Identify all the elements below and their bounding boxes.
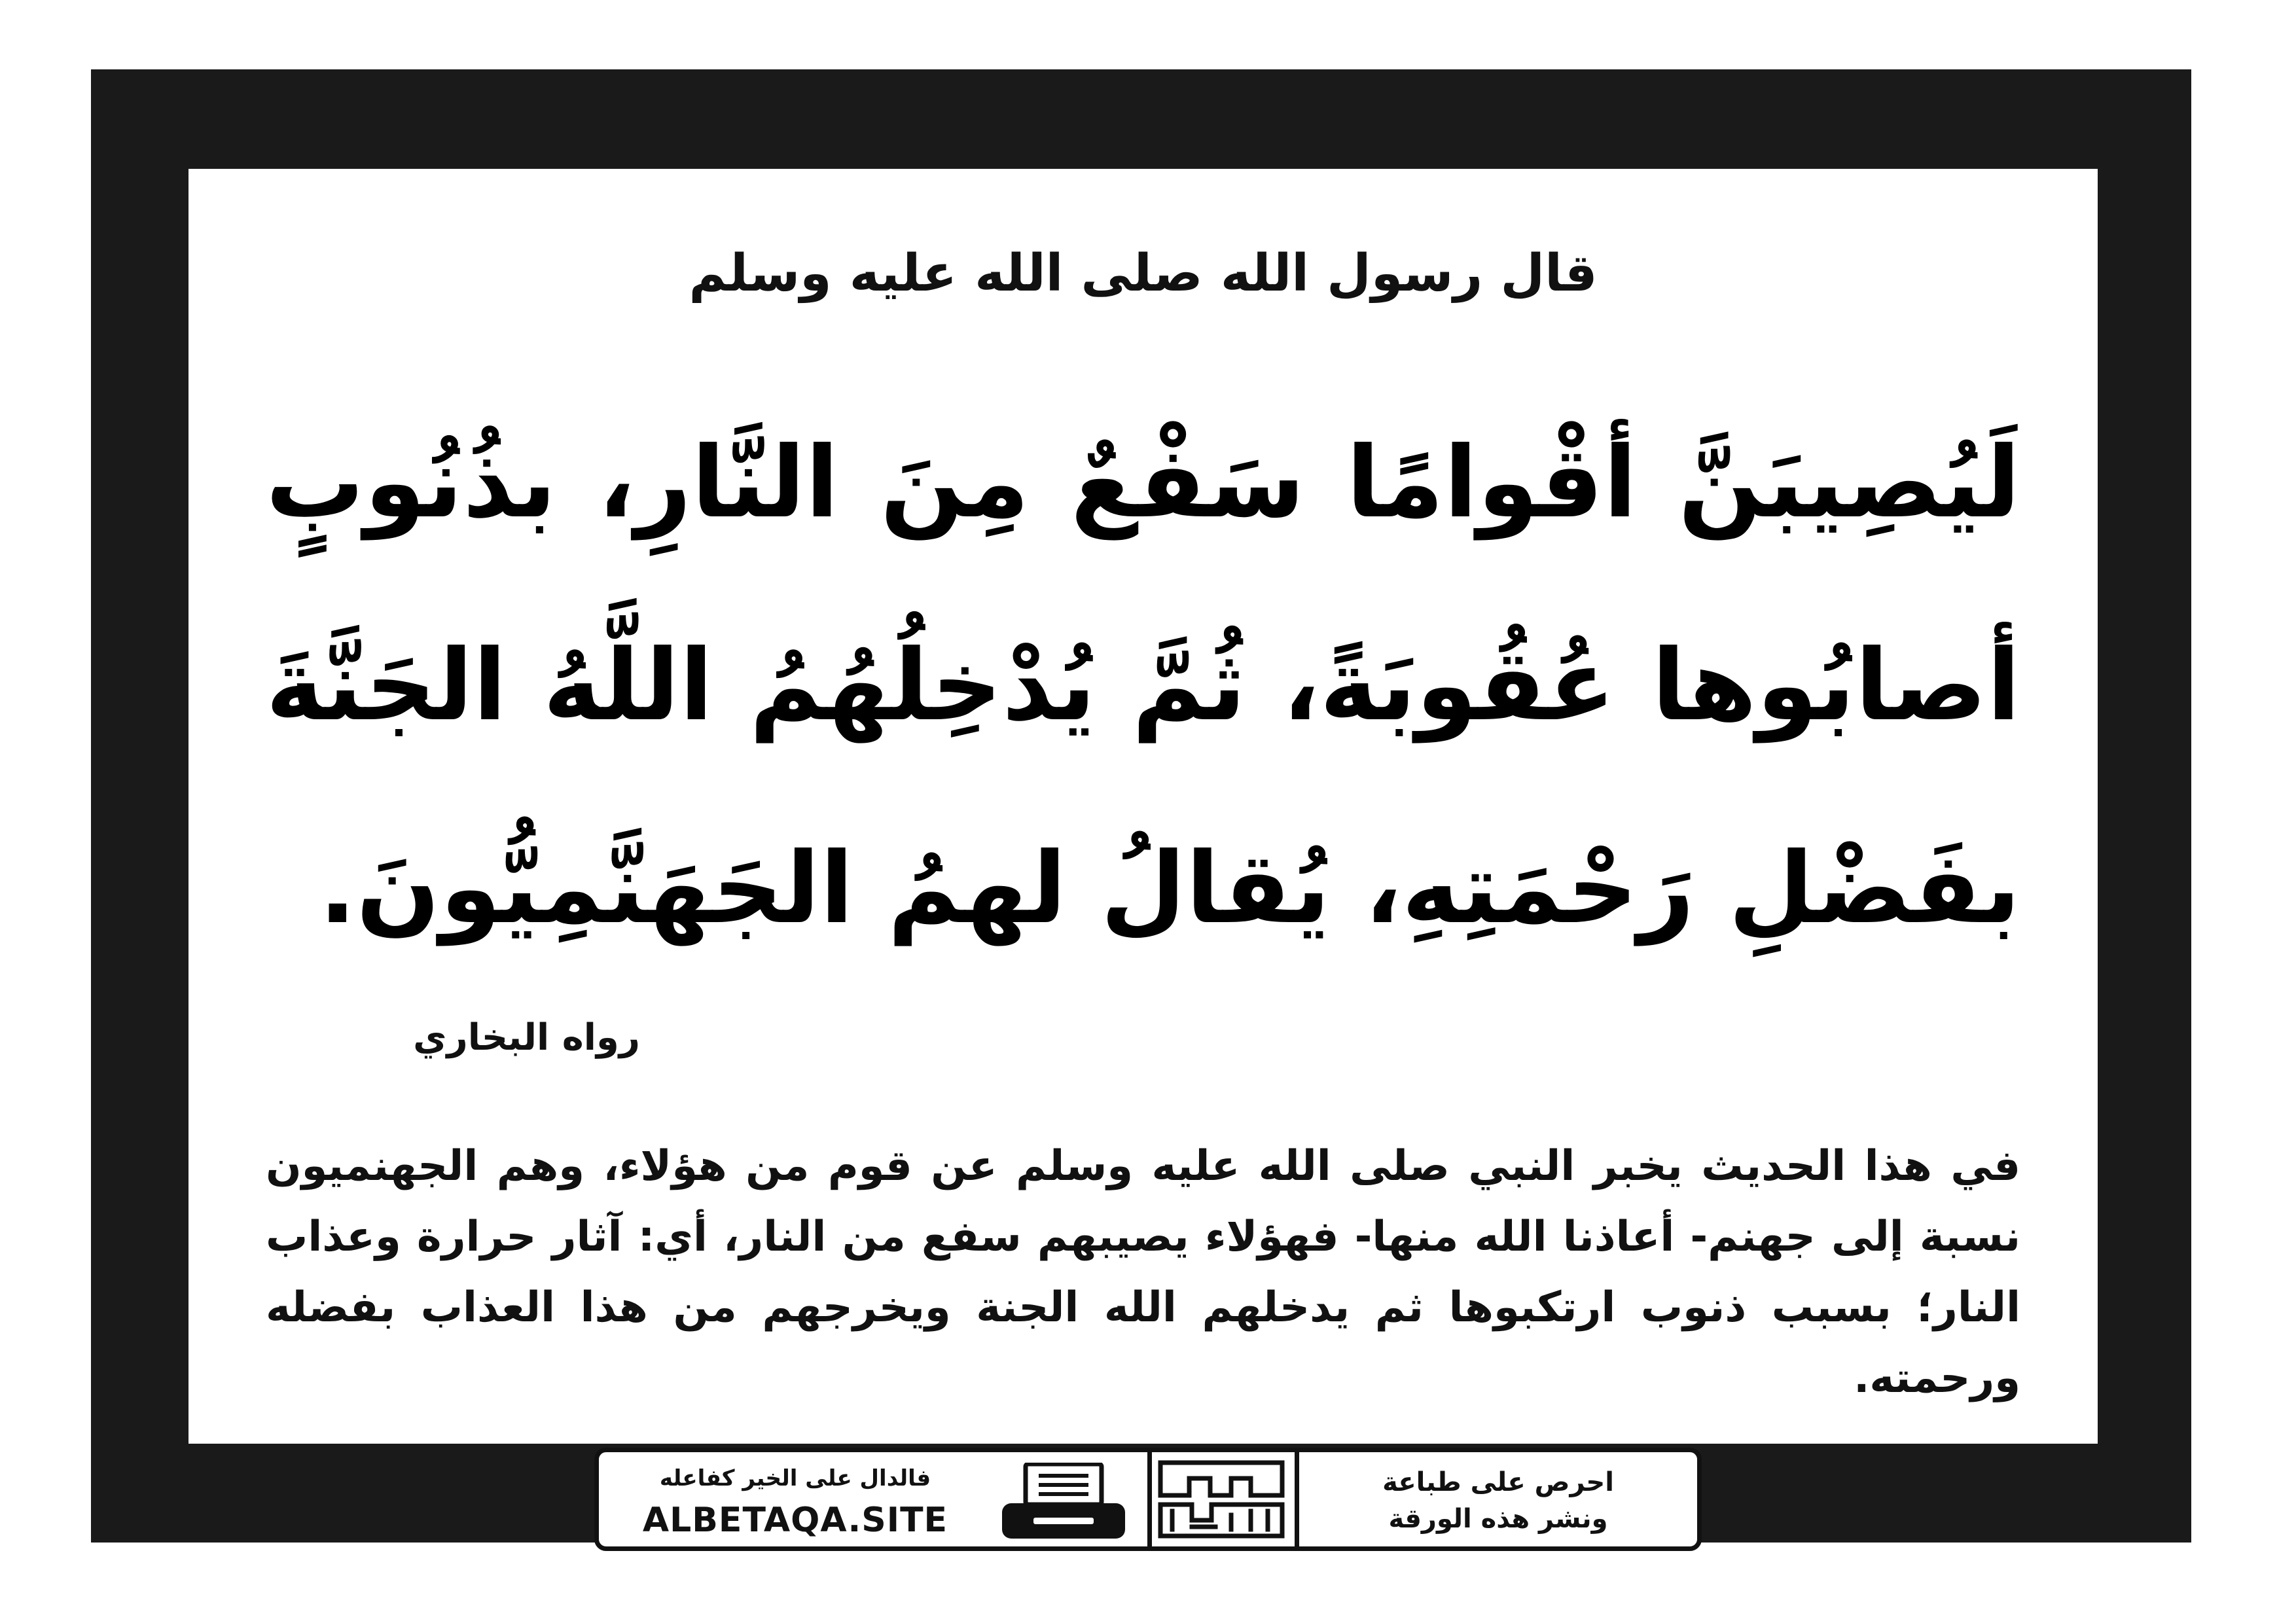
hadith-text: لَيُصِيبَنَّ أقْوامًا سَفْعٌ مِنَ النَّارِ، بذُنُوبٍ أصابُوها عُقُوبَةً، ثُمَّ يُدْخِلُهُمُ اللَّهُ الجَنَّةَ بفَضْلِ رَحْمَتِهِ، يُقالُ لهمُ الجَهَنَّمِيُّونَ.: [266, 426, 2020, 946]
hadith-card: [188, 169, 2098, 1444]
site-block: [599, 1452, 992, 1546]
hadith-source: رواه البخاري: [413, 1016, 640, 1059]
intro-line: قال رسول الله صلى الله عليه وسلم: [689, 244, 1598, 303]
footer-slogan: فالدال على الخير كفاعله: [659, 1465, 931, 1491]
print-notice-line-2: ونشر هذه الورقة: [1388, 1504, 1608, 1534]
footer-divider: [1295, 1452, 1299, 1546]
hadith-explanation: في هذا الحديث يخبر النبي صلى الله عليه وسلم عن قوم من هؤلاء، وهم الجهنميون نسبة إلى جهنم- أعاذنا الله منها- فهؤلاء يصيبهم سفع من النار، أي: آثار حرارة وعذاب النار؛ بسبب ذنوب ارتكبوها ثم يدخلهم الله الجنة ويخرجهم من هذا العذاب بفضله ورحمته.: [266, 1142, 2020, 1402]
print-notice-line-1: احرص على طباعة: [1382, 1467, 1614, 1497]
footer-banner: [594, 1448, 1702, 1551]
print-notice: [1299, 1452, 1697, 1546]
dawat-alwaraqa-logo-icon: [1153, 1456, 1290, 1543]
site-url[interactable]: ALBETAQA.SITE: [642, 1501, 948, 1540]
printer-icon: [998, 1463, 1129, 1541]
footer-divider: [1147, 1452, 1152, 1546]
